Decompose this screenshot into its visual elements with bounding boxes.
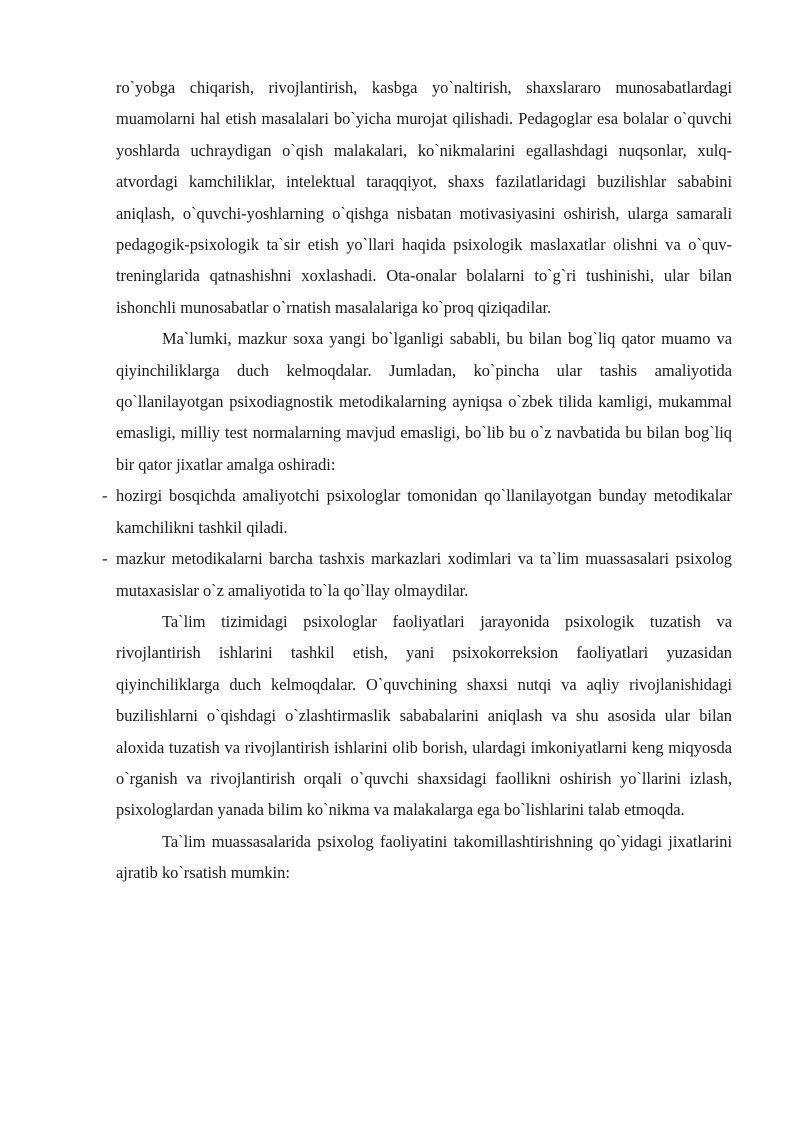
list-item xyxy=(102,543,732,606)
paragraph-problems: Ma`lumki, mazkur soxa yangi bo`lganligi sababli, bu bilan bog`liq qator muamo va qiyinchiliklarga duch kelmoqdalar. Jumladan, ko`pincha ular tashis amaliyotida qo`llanilayotgan psixodiagnostik metodikalarning ayniqsa o`zbek tilida kamligi, mukammal emasligi, milliy test normalarning mavjud emasligi, bo`lib bu o`z navbatida bu bilan bog`liq bir qator jixatlar amalga oshiradi: xyxy=(116,329,732,474)
list-marker: - xyxy=(102,549,108,569)
list-item-text: hozirgi bosqichda amaliyotchi psixologlar tomonidan qo`llanilayotgan bunday metodikalar kamchilikni tashkil qiladi. xyxy=(116,486,732,537)
paragraph-continuation: ro`yobga chiqarish, rivojlantirish, kasbga yo`naltirish, shaxslararo munosabatlardagi muamolarni hal etish masalalari bo`yicha murojat qilishadi. Pedagoglar esa bolalar o`quvchi yoshlarda uchraydigan o`qish malakalari, ko`nikmalarini egallashdagi nuqsonlar, xulq-atvordagi kamchiliklar, intelektual taraqqiyot, shaxs fazilatlaridagi buzilishlar sababini aniqlash, o`quvchi-yoshlarning o`qishga nisbatan motivasiyasini oshirish, ularga samarali pedagogik-psixologik ta`sir etish yo`llari haqida psixologik maslaxatlar olishni va o`quv-treninglarida qatnashishni xoxlashadi. Ota-onalar bolalarni to`g`ri tushinishi, ular bilan ishonchli munosabatlar o`rnatish masalalariga ko`proq qiziqadilar. xyxy=(116,78,732,317)
body-text xyxy=(102,72,732,889)
paragraph-aspects: Ta`lim muassasalarida psixolog faoliyatini takomillashtirishning qo`yidagi jixatlarini ajratib ko`rsatish mumkin: xyxy=(116,831,732,883)
list-item xyxy=(102,480,732,543)
list-item-text: mazkur metodikalarni barcha tashxis markazlari xodimlari va ta`lim muassasalari psixolog mutaxasislar o`z amaliyotida to`la qo`llay olmaydilar. xyxy=(116,549,732,600)
list-marker: - xyxy=(102,486,108,506)
dash-list xyxy=(102,480,732,606)
paragraph-correction: Ta`lim tizimidagi psixologlar faoliyatlari jarayonida psixologik tuzatish va rivojlantirish ishlarini tashkil etish, yani psixokorreksion faoliyatlari yuzasidan qiyinchiliklarga duch kelmoqdalar. O`quvchining shaxsi nutqi va aqliy rivojlanishidagi buzilishlarni o`qishdagi o`zlashtirmaslik sababalarini aniqlash va shu asosida ular bilan aloxida tuzatish va rivojlantirish ishlarini olib borish, ulardagi imkoniyatlarni keng miqyosda o`rganish va rivojlantirish orqali o`quvchi shaxsidagi faollikni oshirish yo`llarini izlash, psixologlardan yanada bilim ko`nikma va malakalarga ega bo`lishlarini talab etmoqda. xyxy=(116,611,732,820)
